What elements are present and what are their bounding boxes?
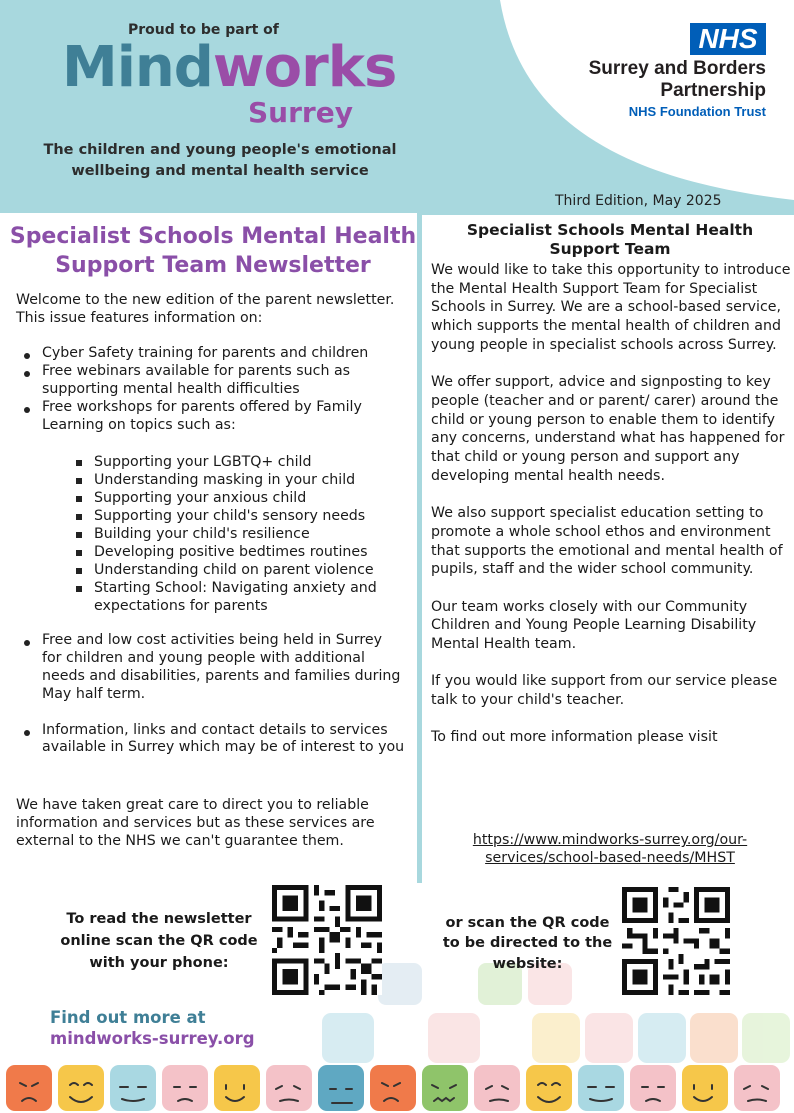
list-item: Developing positive bedtimes routines [72, 543, 412, 561]
list-item: Starting School: Navigating anxiety and expectations for parents [72, 579, 412, 615]
mindworks-website[interactable]: mindworks-surrey.org [50, 1029, 255, 1049]
qr-newsletter-instructions: To read the newsletter online scan the QR code with your phone: [60, 911, 258, 971]
mindworks-logo: Mindworks [62, 35, 397, 100]
newsletter-qr-code[interactable] [272, 885, 382, 995]
disclaimer-text: We have taken great care to direct you to reliable information and services but as these services are external to the NHS we can't guarantee them. [16, 797, 375, 850]
list-item: Supporting your LGBTQ+ child [72, 453, 412, 471]
paragraph: Our team works closely with our Community Children and Young People Learning Disability Mental Health team. [431, 598, 757, 652]
intro-text: Welcome to the new edition of the parent newsletter. This issue features information on: [16, 292, 395, 327]
nhs-logo: NHS [690, 23, 766, 55]
mindworks-logo-surrey: Surrey [248, 96, 353, 129]
list-item: Understanding child on parent violence [72, 561, 412, 579]
find-out-more-label: Find out more at [50, 1008, 206, 1027]
list-item: Information, links and contact details to services available in Surrey which may be of interest to you [20, 722, 405, 758]
edition-label: Third Edition, May 2025 [555, 193, 722, 209]
paragraph: If you would like support from our service please talk to your child's teacher. [431, 673, 778, 708]
list-item: Free workshops for parents offered by Family Learning on topics such as: [20, 399, 405, 435]
list-item: Supporting your child's sensory needs [72, 507, 412, 525]
paragraph: We would like to take this opportunity to introduce the Mental Health Support Team for Specialist Schools in Surrey. We are a school-based service, which supports the mental health of children and young people in specialist schools across Surrey. [431, 262, 791, 353]
proud-text: Proud to be part of [128, 22, 279, 38]
list-item: Supporting your anxious child [72, 489, 412, 507]
list-item: Understanding masking in your child [72, 471, 412, 489]
topics-list [20, 345, 405, 434]
workshops-list [72, 453, 412, 615]
paragraph: We also support specialist education setting to promote a whole school ethos and environment that supports the emotional and mental health of pupils, staff and the wider school community. [431, 505, 783, 578]
paragraph: We offer support, advice and signposting to key people (teacher and or parent/ carer) around the child or young person to enable them to identify any concerns, understand what has happened for that child or young person and support any developing mental health needs. [431, 374, 785, 484]
team-description [431, 261, 791, 765]
list-item: Cyber Safety training for parents and children [20, 345, 405, 363]
trust-name-line1: Surrey and Borders [588, 58, 766, 79]
website-qr-code[interactable] [622, 887, 730, 995]
paragraph: To find out more information please visit [431, 729, 718, 746]
find-out-more [50, 1007, 255, 1050]
newsletter-title: Specialist Schools Mental Health Support Team Newsletter [9, 224, 417, 279]
team-title: Specialist Schools Mental Health Support Team [466, 221, 754, 259]
list-item: Free and low cost activities being held in Surrey for children and young people with additional needs and disabilities, parents and families during May half term. [20, 632, 405, 704]
trust-name-line2: Partnership [660, 80, 766, 101]
qr-website-instructions: or scan the QR code to be directed to the website: [442, 915, 613, 972]
column-divider [417, 213, 422, 883]
list-item: Building your child's resilience [72, 525, 412, 543]
mhst-website-link[interactable]: https://www.mindworks-surrey.org/our-services/school-based-needs/MHST [472, 832, 748, 867]
service-tagline: The children and young people's emotional wellbeing and mental health service [43, 142, 397, 180]
topics-list-continued [20, 632, 405, 775]
trust-name-line3: NHS Foundation Trust [628, 104, 766, 119]
list-item: Free webinars available for parents such as supporting mental health difficulties [20, 363, 405, 399]
